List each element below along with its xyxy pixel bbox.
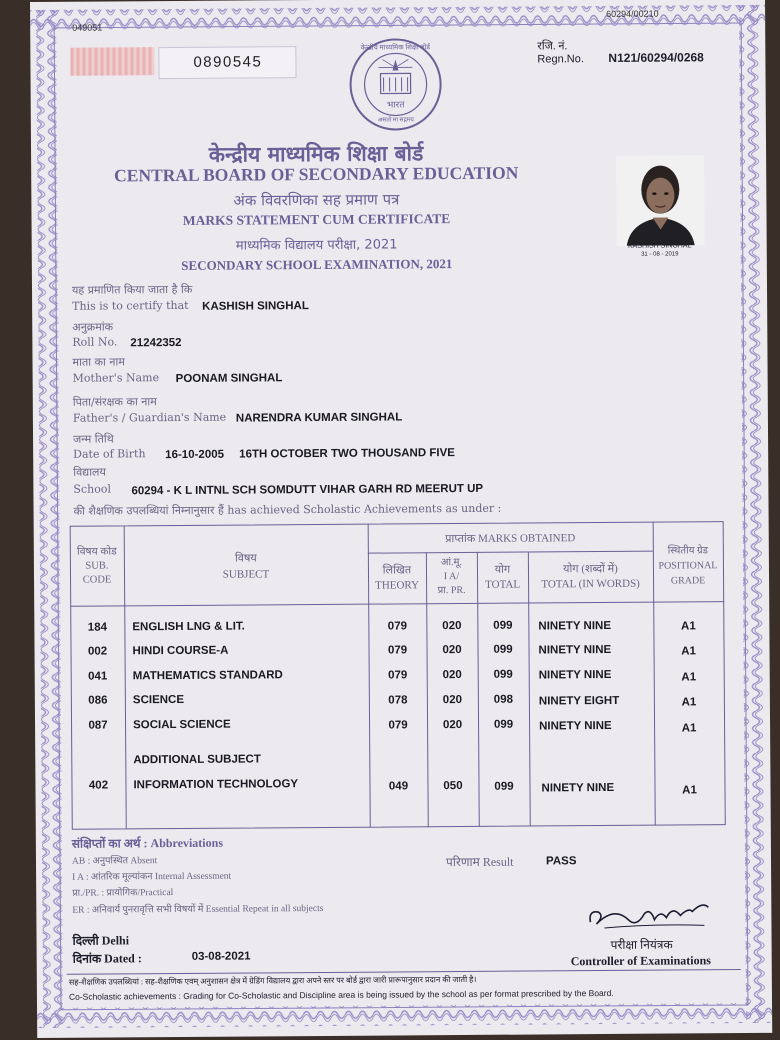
header-words-hindi: योग (शब्दों में) xyxy=(563,562,618,576)
roll-number: 21242352 xyxy=(130,336,182,350)
row-6-grade: A1 xyxy=(682,784,697,797)
abbreviations-title-hindi: संक्षिप्तों का अर्थ : xyxy=(71,836,148,851)
header-subject-hindi: विषय xyxy=(234,552,257,565)
row-4-code: 086 xyxy=(88,694,108,707)
row-1-total: 099 xyxy=(493,619,513,632)
achievements-intro xyxy=(74,501,502,519)
dob-label: Date of Birth xyxy=(73,447,146,461)
student-name: KASHISH SINGHAL xyxy=(202,300,309,313)
header-grade-hindi: स्थितीय ग्रेड xyxy=(667,545,709,557)
header-total-english: TOTAL xyxy=(485,578,521,591)
row-5-code: 087 xyxy=(88,719,108,732)
student-photo xyxy=(616,155,705,246)
row-3-theory: 079 xyxy=(388,669,408,682)
header-total-words xyxy=(528,562,653,593)
row-6-ia: 050 xyxy=(443,779,463,793)
row-3-total: 099 xyxy=(493,668,513,681)
dated-label: दिनांक Dated : xyxy=(72,951,142,966)
header-code-sub: SUB. xyxy=(85,560,109,572)
place-delhi: दिल्ली Delhi xyxy=(72,933,130,948)
additional-subject-label: ADDITIONAL SUBJECT xyxy=(133,753,261,767)
photo-caption-date: 31 - 08 - 2019 xyxy=(641,251,679,258)
header-code-hindi: विषय कोड xyxy=(76,546,117,558)
header-grade-positional: POSITIONAL xyxy=(658,560,718,572)
seal-text-bottom: असतो मा सद्गमय xyxy=(377,117,414,124)
regn-number: N121/60294/0268 xyxy=(608,50,704,65)
controller-signature xyxy=(584,897,714,938)
row-4-total: 098 xyxy=(493,693,514,706)
abbreviations-title xyxy=(72,834,223,852)
abbr-absent: AB : अनुपस्थित Absent xyxy=(71,856,158,867)
school-label: School xyxy=(73,482,111,496)
serial-number: 0890545 xyxy=(193,53,263,71)
co-scholastic-note-hindi: सह-शैक्षणिक उपलब्धियां : सह-शैक्षणिक एवम् अनुशासन क्षेत्र में ग्रेडिंग विद्यालय द्वारा अपने स्तर पर बोर्ड द्वारा जारी प्रारूपानुसार प्रदान की जाती है। xyxy=(68,974,477,987)
header-total-hindi: योग xyxy=(494,563,511,576)
row-2-theory: 079 xyxy=(387,644,408,657)
row-1-code: 184 xyxy=(87,621,108,634)
result-label xyxy=(446,853,514,870)
row-1-subject: ENGLISH LNG & LIT. xyxy=(132,620,245,634)
statement-title-hindi: अंक विवरणिका सह प्रमाण पत्र xyxy=(233,190,400,210)
achievements-intro-english: has achieved Scholastic Achievements as under : xyxy=(227,501,502,517)
row-2-code: 002 xyxy=(87,645,108,658)
header-grade-grade: GRADE xyxy=(670,575,706,587)
dated-value: 03-08-2021 xyxy=(191,950,251,963)
row-5-words: NINETY NINE xyxy=(539,719,612,733)
header-grade xyxy=(653,543,723,588)
controller-title: Controller of Examinations xyxy=(570,953,711,969)
row-6-theory: 049 xyxy=(388,780,409,793)
row-2-grade: A1 xyxy=(681,645,696,658)
header-marks-hindi: प्राप्तांक xyxy=(445,532,476,546)
row-5-grade: A1 xyxy=(681,722,697,735)
father-label-hindi: पिता/संरक्षक का नाम xyxy=(72,395,157,409)
result-label-english: Result xyxy=(482,854,514,869)
row-4-words: NINETY EIGHT xyxy=(538,694,620,708)
certify-label: This is to certify that xyxy=(72,298,189,313)
co-scholastic-note: Co-Scholastic achievements : Grading for Co-Scholastic and Discipline area is being issued by the school as per format prescribed by the Board. xyxy=(68,987,614,1002)
header-words-english: TOTAL (IN WORDS) xyxy=(541,577,640,591)
row-2-total: 099 xyxy=(493,643,513,656)
row-3-subject: MATHEMATICS STANDARD xyxy=(132,669,283,683)
header-marks-english: MARKS OBTAINED xyxy=(478,532,576,545)
row-6-subject: INFORMATION TECHNOLOGY xyxy=(133,778,299,792)
certify-label-hindi: यह प्रमाणित किया जाता है कि xyxy=(71,282,193,297)
exam-title-hindi: माध्यमिक विद्यालय परीक्षा, 2021 xyxy=(235,237,398,254)
row-6-words: NINETY NINE xyxy=(541,781,615,795)
row-4-theory: 078 xyxy=(388,694,408,707)
row-1-grade: A1 xyxy=(680,620,696,633)
abbr-practical: प्रा./PR. : प्रायोगिक/Practical xyxy=(72,888,174,899)
exam-title: SECONDARY SCHOOL EXAMINATION, 2021 xyxy=(181,256,453,273)
row-5-total: 099 xyxy=(493,718,514,731)
seal-text-mid: भारत xyxy=(386,99,405,110)
controller-title-hindi: परीक्षा नियंत्रक xyxy=(610,937,673,952)
row-2-subject: HINDI COURSE-A xyxy=(132,644,229,658)
row-3-code: 041 xyxy=(88,670,108,683)
mother-name: POONAM SINGHAL xyxy=(175,372,283,385)
header-theory-english: THEORY xyxy=(375,579,420,592)
serial-box xyxy=(158,46,296,79)
roll-label-hindi: अनुक्रमांक xyxy=(72,320,114,334)
father-label: Father's / Guardian's Name xyxy=(72,410,227,425)
statement-title: MARKS STATEMENT CUM CERTIFICATE xyxy=(182,211,451,228)
header-ia xyxy=(426,556,477,598)
school-label-hindi: विद्यालय xyxy=(73,465,106,479)
abbr-essential-repeat: ER : अनिवार्य पुनरावृत्ति सभी विषयों में Essential Repeat in all subjects xyxy=(72,903,324,916)
marks-certificate xyxy=(30,0,772,1038)
dob-in-words: 16TH OCTOBER TWO THOUSAND FIVE xyxy=(239,447,455,461)
row-3-ia: 020 xyxy=(442,669,462,682)
row-1-theory: 079 xyxy=(387,620,408,633)
corner-number-left: 049051 xyxy=(72,22,103,33)
header-theory xyxy=(368,563,426,593)
school-name: 60294 - K L INTNL SCH SOMDUTT VIHAR GARH RD MEERUT UP xyxy=(131,482,484,498)
row-5-theory: 079 xyxy=(388,719,408,732)
header-subject-english: SUBJECT xyxy=(222,568,270,581)
photo-caption-name: KASHISH SINGHAL xyxy=(627,242,692,250)
dob-value: 16-10-2005 xyxy=(165,448,225,462)
header-ia-practical: प्रा. PR. xyxy=(437,584,466,597)
row-1-ia: 020 xyxy=(442,620,462,633)
row-6-code: 402 xyxy=(88,779,109,792)
row-3-grade: A1 xyxy=(681,671,697,684)
result-value: PASS xyxy=(545,855,577,868)
result-label-hindi: परिणाम xyxy=(445,854,480,870)
cbse-seal xyxy=(348,37,443,132)
header-ia-english: I A/ xyxy=(443,571,460,583)
mother-label: Mother's Name xyxy=(72,371,160,385)
row-6-total: 099 xyxy=(494,780,514,793)
header-marks-obtained xyxy=(368,530,653,547)
header-total xyxy=(477,563,528,593)
board-name-hindi: केन्द्रीय माध्यमिक शिक्षा बोर्ड xyxy=(208,141,424,167)
abbr-internal-assessment: I A : आंतरिक मूल्यांकन Internal Assessment xyxy=(72,871,232,883)
row-2-ia: 020 xyxy=(442,644,462,657)
header-ia-hindi: आं.मू. xyxy=(440,556,463,569)
row-5-ia: 020 xyxy=(442,719,463,732)
row-5-subject: SOCIAL SCIENCE xyxy=(133,718,231,732)
header-subject xyxy=(124,550,368,584)
father-name: NARENDRA KUMAR SINGHAL xyxy=(235,411,403,425)
corner-number-right: 60294/00210 xyxy=(606,8,659,19)
row-2-words: NINETY NINE xyxy=(538,643,612,657)
roll-label: Roll No. xyxy=(72,335,118,349)
security-stamp xyxy=(70,47,154,76)
row-3-words: NINETY NINE xyxy=(538,668,612,682)
row-1-words: NINETY NINE xyxy=(538,619,612,633)
mother-label-hindi: माता का नाम xyxy=(72,355,125,369)
achievements-intro-hindi: की शैक्षणिक उपलब्धियां निम्नानुसार हैं xyxy=(73,503,224,518)
row-4-grade: A1 xyxy=(681,696,697,709)
dob-label-hindi: जन्म तिथि xyxy=(73,432,114,446)
board-name: CENTRAL BOARD OF SECONDARY EDUCATION xyxy=(114,162,519,186)
seal-text-top: केन्द्रीय माध्यमिक शिक्षा बोर्ड xyxy=(360,43,431,52)
regn-label-hindi: रजि. नं. xyxy=(537,40,568,53)
regn-label: Regn.No. xyxy=(537,53,584,66)
abbreviations-title-english: Abbreviations xyxy=(150,835,224,851)
header-code-code: CODE xyxy=(82,574,112,586)
header-theory-hindi: लिखित xyxy=(382,564,412,577)
header-code xyxy=(70,545,124,587)
row-4-subject: SCIENCE xyxy=(132,693,185,707)
row-4-ia: 020 xyxy=(442,694,463,707)
